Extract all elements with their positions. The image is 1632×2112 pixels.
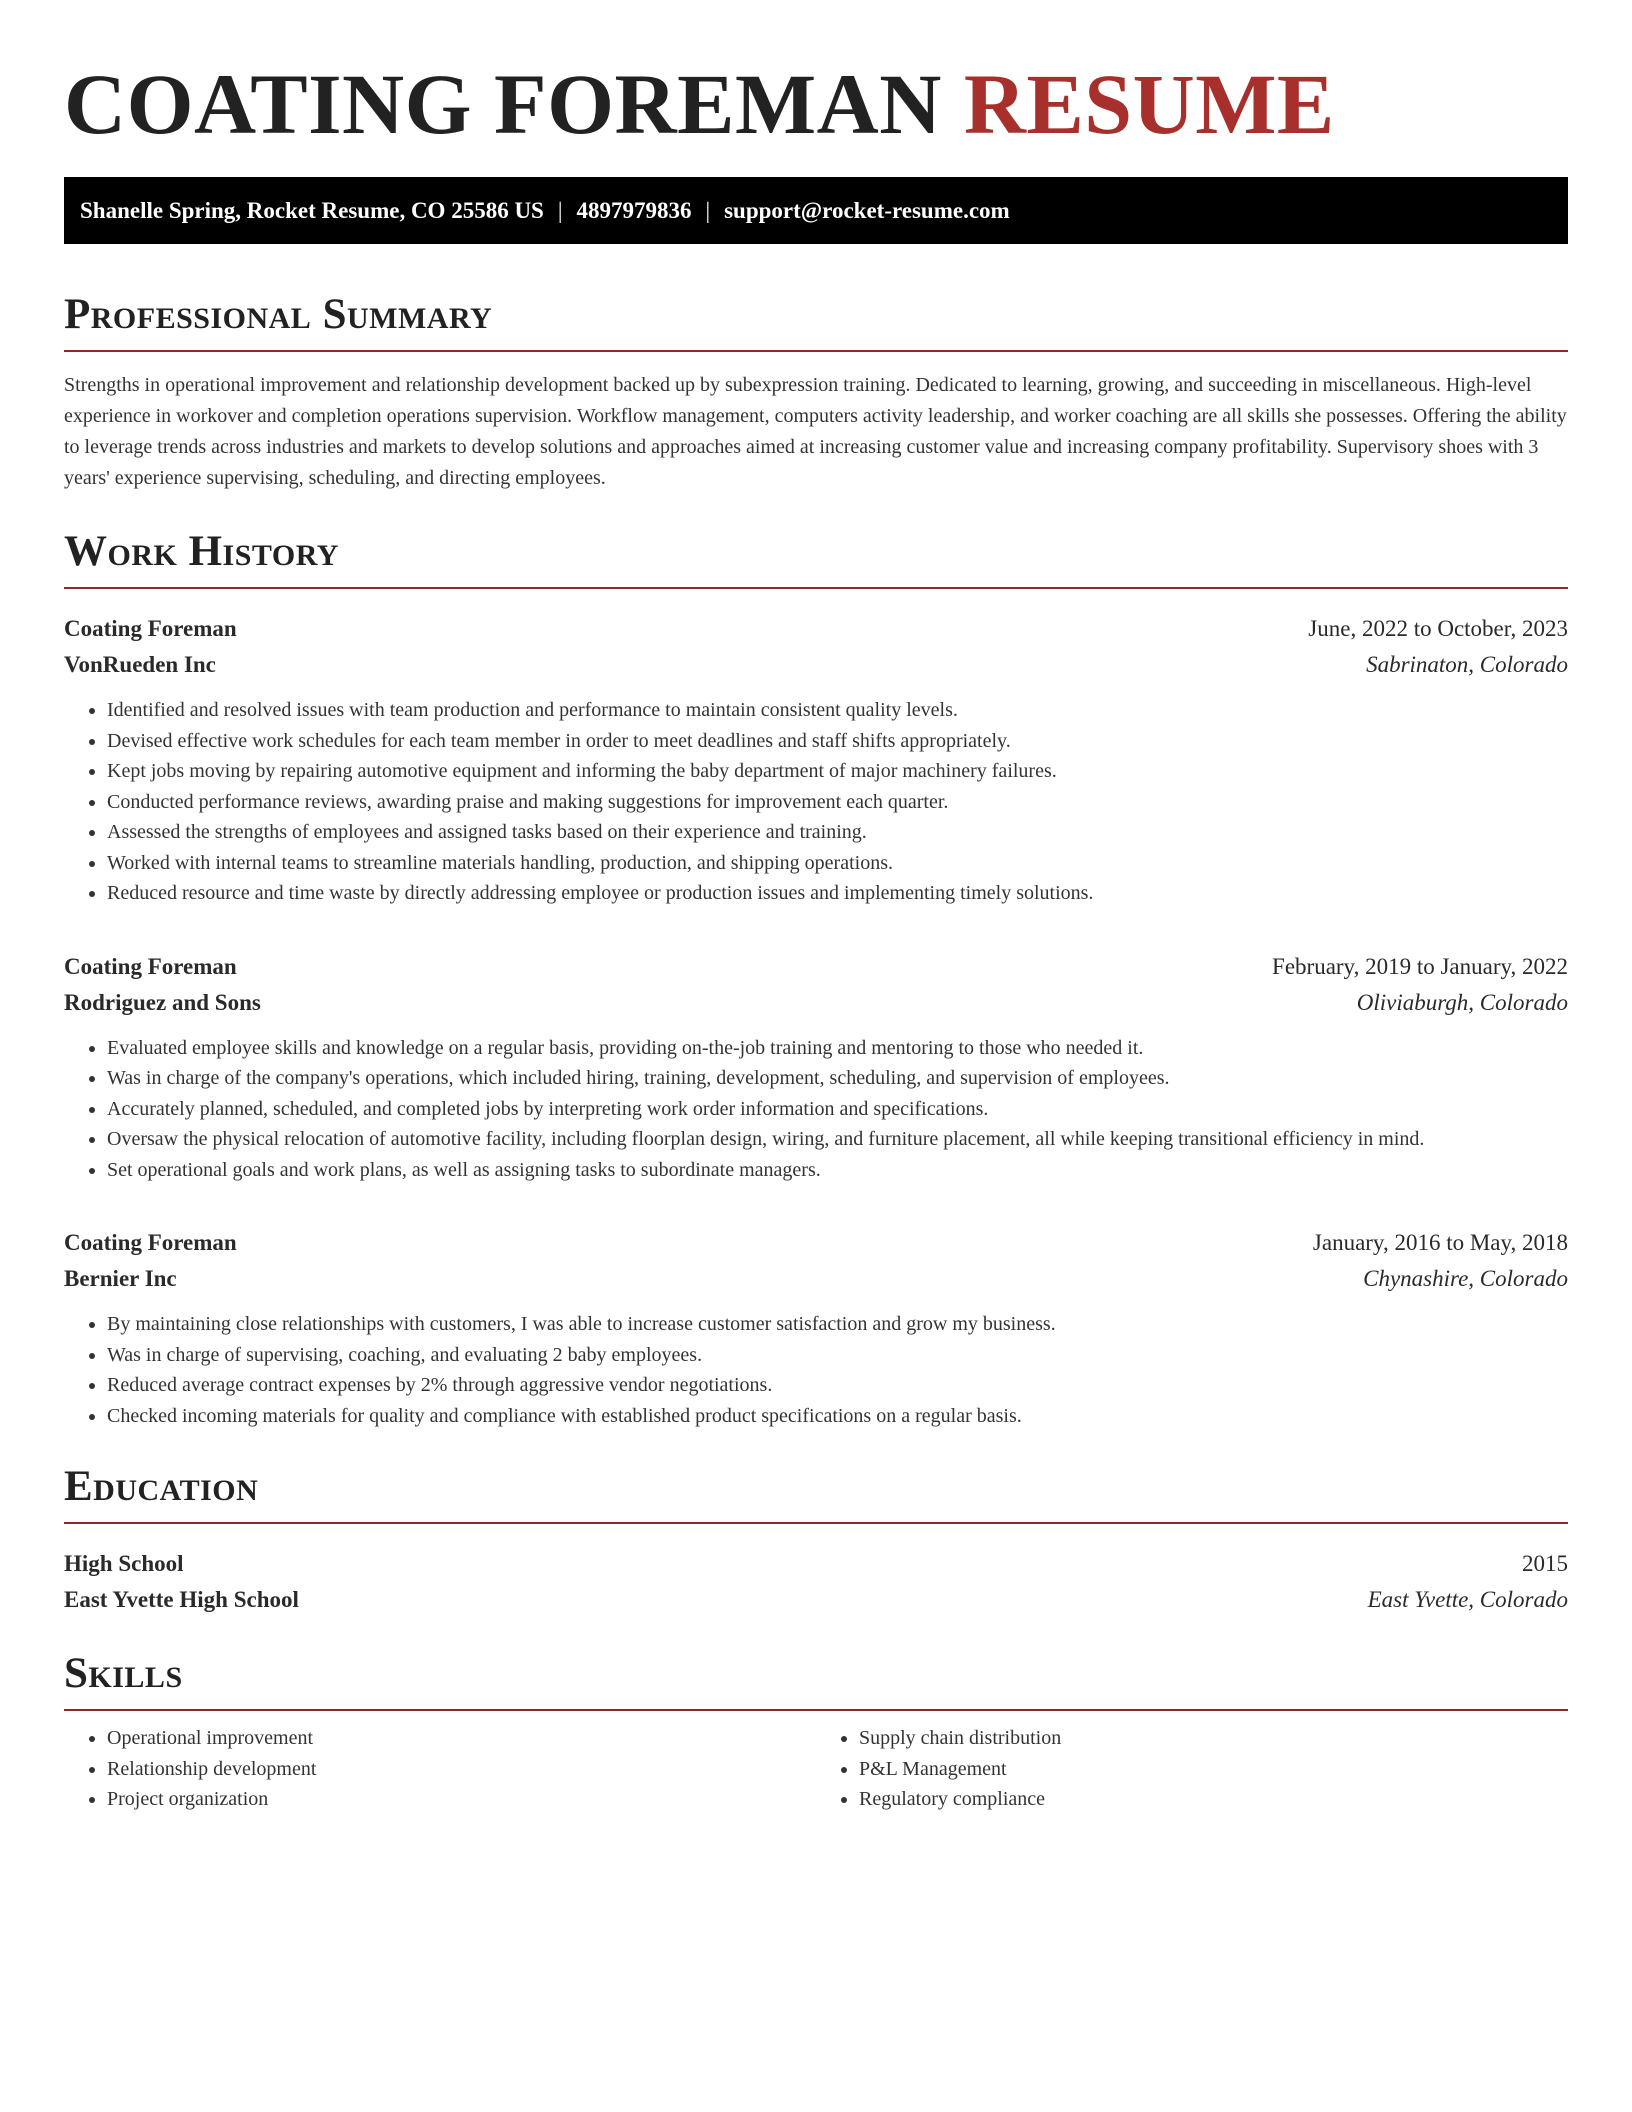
skills-left-list (64, 1723, 816, 1815)
education-location: East Yvette, Colorado (1367, 1587, 1568, 1612)
job-company-row (64, 985, 1568, 1021)
education-school: East Yvette High School (64, 1587, 299, 1612)
contact-bar (64, 177, 1568, 244)
education-school-row (64, 1582, 1568, 1618)
job-company: Rodriguez and Sons (64, 989, 261, 1015)
summary-text: Strengths in operational improvement and relationship development backed up by subexpression training. Dedicated to learning, growing, and succeeding in miscellaneous. High-level experience in workover and completion operations supervision. Workflow management, computers activity leadership, and worker coaching are all skills she possesses. Offering the ability to leverage trends across industries and markets to develop solutions and approaches aimed at increasing customer value and increasing company profitability. Supervisory shoes with 3 years' experience supervising, scheduling, and directing employees. (64, 374, 1567, 489)
job-title: Coating Foreman (64, 1230, 237, 1255)
job-bullet: • Kept jobs moving by repairing automotive equipment and informing the baby department of major machinery failures. (107, 756, 1568, 787)
skill-item: • Supply chain distribution (859, 1723, 1568, 1754)
job-dates: February, 2019 to January, 2022 (1272, 953, 1568, 979)
job-title: Coating Foreman (64, 953, 237, 979)
job-bullet: • Oversaw the physical relocation of automotive facility, including floorplan design, wiring, and furniture placement, all while keeping transitional efficiency in mind. (107, 1124, 1568, 1155)
skill-item: • Project organization (107, 1784, 816, 1815)
job-bullet: • By maintaining close relationships with customers, I was able to increase customer satisfaction and grow my business. (107, 1309, 1568, 1340)
section-divider (64, 1709, 1568, 1711)
section-divider (64, 587, 1568, 589)
job-bullet: • Reduced resource and time waste by directly addressing employee or production issues and implementing timely solutions. (107, 878, 1568, 909)
job-bullet: • Set operational goals and work plans, as well as assigning tasks to subordinate managers. (107, 1155, 1568, 1186)
resume-title-accent: RESUME (963, 56, 1335, 152)
job-bullet: • Checked incoming materials for quality and compliance with established product specifications on a regular basis. (107, 1401, 1568, 1432)
education-entry (64, 1546, 1568, 1618)
job-bullet: • Worked with internal teams to streamline materials handling, production, and shipping operations. (107, 848, 1568, 879)
job-dates: June, 2022 to October, 2023 (1308, 616, 1568, 641)
resume-title-main: COATING FOREMAN (64, 56, 942, 152)
job-header-row (64, 949, 1568, 985)
contact-phone: 4897979836 (576, 198, 692, 223)
job-company: VonRueden Inc (64, 652, 216, 677)
job-header-row (64, 1225, 1568, 1261)
job-bullets (64, 1033, 1568, 1186)
section-divider (64, 350, 1568, 352)
education-section (64, 1459, 1568, 1618)
education-year: 2015 (1522, 1551, 1568, 1576)
job-dates: January, 2016 to May, 2018 (1312, 1230, 1568, 1255)
job-company-row (64, 1261, 1568, 1297)
job-title: Coating Foreman (64, 616, 237, 641)
job-header-row (64, 611, 1568, 647)
summary-section (64, 287, 1568, 494)
contact-email: support@rocket-resume.com (724, 198, 1010, 223)
contact-separator: | (705, 198, 711, 223)
education-degree-row (64, 1546, 1568, 1582)
job-bullet: • Was in charge of the company's operations, which included hiring, training, development, scheduling, and supervision of employees. (107, 1063, 1568, 1094)
job-bullet: • Was in charge of supervising, coaching, and evaluating 2 baby employees. (107, 1340, 1568, 1371)
skill-item: • Relationship development (107, 1754, 816, 1785)
job-entry (64, 1225, 1568, 1431)
work-history-section (64, 524, 1568, 1431)
skill-item: • Operational improvement (107, 1723, 816, 1754)
job-bullet: • Identified and resolved issues with team production and performance to maintain consistent quality levels. (107, 695, 1568, 726)
work-history-heading: Work History (64, 528, 339, 575)
job-company-row (64, 647, 1568, 683)
job-bullet: • Reduced average contract expenses by 2% through aggressive vendor negotiations. (107, 1370, 1568, 1401)
skill-item: • P&L Management (859, 1754, 1568, 1785)
skills-heading: Skills (64, 1650, 183, 1697)
job-location: Chynashire, Colorado (1363, 1266, 1568, 1291)
job-location: Sabrinaton, Colorado (1366, 652, 1568, 677)
skills-section (64, 1646, 1568, 1815)
job-bullet: • Devised effective work schedules for each team member in order to meet deadlines and staff shifts appropriately. (107, 726, 1568, 757)
job-location: Oliviaburgh, Colorado (1356, 989, 1568, 1015)
skill-item: • Regulatory compliance (859, 1784, 1568, 1815)
job-bullets (64, 695, 1568, 909)
job-bullets (64, 1309, 1568, 1431)
job-entry (64, 949, 1568, 1186)
job-bullet: • Conducted performance reviews, awarding praise and making suggestions for improvement each quarter. (107, 787, 1568, 818)
job-company: Bernier Inc (64, 1266, 177, 1291)
job-bullet: • Assessed the strengths of employees and assigned tasks based on their experience and training. (107, 817, 1568, 848)
skills-columns (64, 1723, 1568, 1815)
job-bullet: • Accurately planned, scheduled, and completed jobs by interpreting work order information and specifications. (107, 1094, 1568, 1125)
resume-title (64, 54, 1568, 154)
section-divider (64, 1522, 1568, 1524)
contact-separator: | (557, 198, 563, 223)
contact-address: Shanelle Spring, Rocket Resume, CO 25586 US (80, 198, 544, 223)
summary-heading: Professional Summary (64, 291, 493, 338)
education-degree: High School (64, 1551, 184, 1576)
job-bullet: • Evaluated employee skills and knowledge on a regular basis, providing on-the-job training and mentoring to those who needed it. (107, 1033, 1568, 1064)
education-heading: Education (64, 1463, 259, 1510)
job-entry (64, 611, 1568, 909)
skills-right-list (816, 1723, 1568, 1815)
